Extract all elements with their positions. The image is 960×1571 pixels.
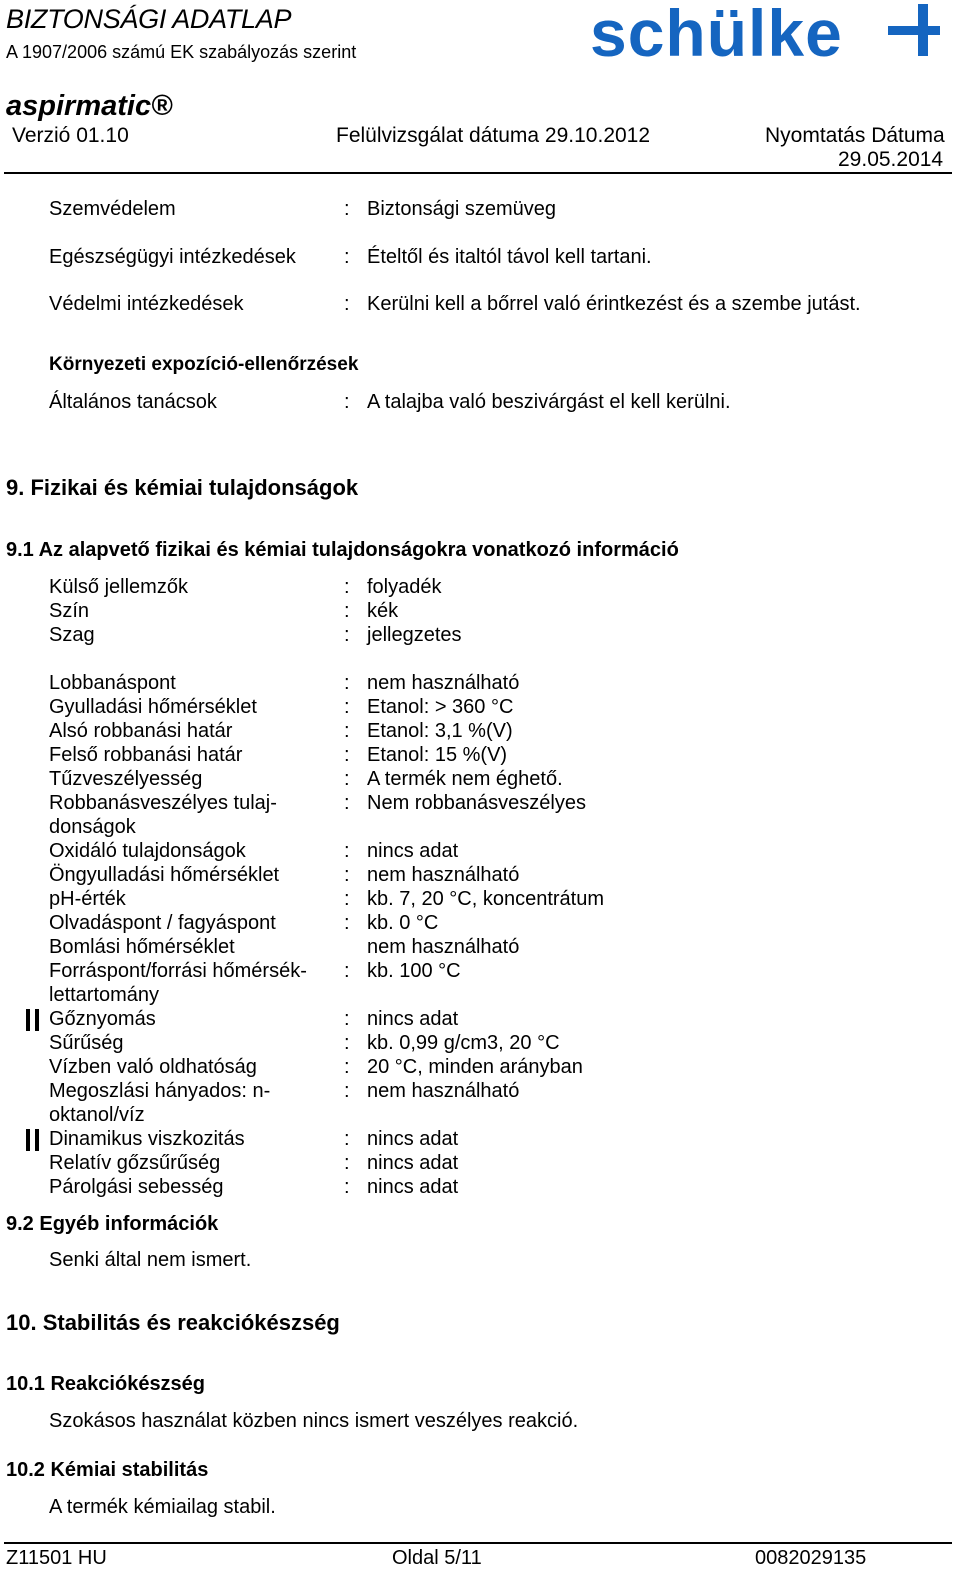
section-10-2-title: 10.2 Kémiai stabilitás (6, 1459, 209, 1481)
change-bar (26, 1009, 30, 1031)
prop-value: nincs adat (367, 840, 459, 862)
document-title: BIZTONSÁGI ADATLAP (6, 4, 292, 34)
prop-label: Robbanásveszélyes tulaj- (49, 792, 277, 814)
product-name: aspirmatic® (6, 90, 173, 122)
prop-value: jellegzetes (367, 624, 462, 646)
colon: : (344, 600, 350, 622)
prop-value: Etanol: > 360 °C (367, 696, 514, 718)
prop-value: Ételtől és italtól távol kell tartani. (367, 246, 652, 268)
prop-value: A talajba való beszivárgást el kell kerülni. (367, 391, 731, 413)
section-9-title: 9. Fizikai és kémiai tulajdonságok (6, 475, 359, 500)
prop-label: Lobbanáspont (49, 672, 176, 694)
colon: : (344, 1008, 350, 1030)
schulke-logo (588, 0, 953, 66)
colon: : (344, 576, 350, 598)
print-date: 29.05.2014 (838, 148, 944, 171)
prop-value: Etanol: 3,1 %(V) (367, 720, 513, 742)
prop-value: Etanol: 15 %(V) (367, 744, 508, 766)
colon: : (344, 960, 350, 982)
prop-value: folyadék (367, 576, 442, 598)
change-bar (35, 1129, 39, 1151)
prop-label: Szag (49, 624, 95, 646)
prop-label: Külső jellemzők (49, 576, 188, 598)
prop-value: kb. 7, 20 °C, koncentrátum (367, 888, 605, 910)
section-10-1-title: 10.1 Reakciókészség (6, 1373, 206, 1395)
prop-label: Általános tanácsok (49, 391, 217, 413)
colon: : (344, 792, 350, 814)
prop-value: Nem robbanásveszélyes (367, 792, 586, 814)
colon: : (344, 198, 350, 220)
prop-label: Oxidáló tulajdonságok (49, 840, 246, 862)
prop-label-cont: donságok (49, 816, 136, 838)
section-9-1-title: 9.1 Az alapvető fizikai és kémiai tulajdonságokra vonatkozó információ (6, 539, 679, 561)
prop-label: Gőznyomás (49, 1008, 156, 1030)
prop-label: Bomlási hőmérséklet (49, 936, 235, 958)
prop-label: Tűzveszélyesség (49, 768, 203, 790)
prop-value: kb. 0 °C (367, 912, 439, 934)
colon: : (344, 624, 350, 646)
colon: : (344, 391, 350, 413)
version: Verzió 01.10 (12, 124, 129, 147)
prop-label: Alsó robbanási határ (49, 720, 233, 742)
prop-value: nem használható (367, 864, 520, 886)
colon: : (344, 840, 350, 862)
prop-value: kék (367, 600, 399, 622)
prop-label: Megoszlási hányados: n- (49, 1080, 271, 1102)
prop-label: Sűrűség (49, 1032, 124, 1054)
colon: : (344, 720, 350, 742)
colon: : (344, 1152, 350, 1174)
prop-label: Vízben való oldhatóság (49, 1056, 257, 1078)
reactivity-text: Szokásos használat közben nincs ismert veszélyes reakció. (49, 1410, 579, 1432)
print-date-label: Nyomtatás Dátuma (765, 124, 945, 147)
section-9-2-title: 9.2 Egyéb információk (6, 1213, 219, 1235)
prop-value: nem használható (367, 672, 520, 694)
colon: : (344, 1056, 350, 1078)
colon: : (344, 768, 350, 790)
footer-number: 0082029135 (755, 1547, 867, 1569)
colon: : (344, 744, 350, 766)
footer-rule (4, 1542, 952, 1544)
prop-value: kb. 0,99 g/cm3, 20 °C (367, 1032, 560, 1054)
colon: : (344, 1032, 350, 1054)
colon: : (344, 696, 350, 718)
colon: : (344, 672, 350, 694)
logo-text: schülke (590, 0, 843, 66)
header-rule (4, 172, 952, 174)
prop-label: Védelmi intézkedések (49, 293, 244, 315)
prop-value: nincs adat (367, 1128, 459, 1150)
prop-value: A termék nem éghető. (367, 768, 563, 790)
change-bar (26, 1129, 30, 1151)
footer-code: Z11501 HU (6, 1547, 107, 1569)
prop-value: Biztonsági szemüveg (367, 198, 556, 220)
prop-label: Forráspont/forrási hőmérsék- (49, 960, 307, 982)
prop-label-cont: oktanol/víz (49, 1104, 145, 1126)
prop-label: Egészségügyi intézkedések (49, 246, 296, 268)
regulation-note: A 1907/2006 számú EK szabályozás szerint (6, 42, 357, 62)
prop-label: Szemvédelem (49, 198, 176, 220)
other-info: Senki által nem ismert. (49, 1249, 252, 1271)
prop-value: 20 °C, minden arányban (367, 1056, 583, 1078)
colon: : (344, 293, 350, 315)
prop-label-cont: lettartomány (49, 984, 160, 1006)
colon: : (344, 864, 350, 886)
prop-label: Felső robbanási határ (49, 744, 243, 766)
colon: : (344, 912, 350, 934)
prop-value: nincs adat (367, 1152, 459, 1174)
colon: : (344, 246, 350, 268)
prop-value: nem használható (367, 936, 520, 958)
env-heading: Környezeti expozíció-ellenőrzések (49, 354, 359, 375)
prop-label: pH-érték (49, 888, 126, 910)
prop-label: Párolgási sebesség (49, 1176, 224, 1198)
prop-value: nem használható (367, 1080, 520, 1102)
review-date: Felülvizsgálat dátuma 29.10.2012 (336, 124, 651, 147)
colon: : (344, 1128, 350, 1150)
colon: : (344, 1176, 350, 1198)
prop-label: Relatív gőzsűrűség (49, 1152, 221, 1174)
colon: : (344, 888, 350, 910)
prop-value: kb. 100 °C (367, 960, 461, 982)
prop-label: Olvadáspont / fagyáspont (49, 912, 276, 934)
change-bar (35, 1009, 39, 1031)
prop-label: Gyulladási hőmérséklet (49, 696, 257, 718)
prop-label: Szín (49, 600, 90, 622)
colon: : (344, 1080, 350, 1102)
footer-page: Oldal 5/11 (392, 1547, 482, 1569)
prop-label: Öngyulladási hőmérséklet (49, 864, 280, 886)
stability-text: A termék kémiailag stabil. (49, 1496, 276, 1518)
section-10-title: 10. Stabilitás és reakciókészség (6, 1310, 340, 1335)
prop-value: nincs adat (367, 1176, 459, 1198)
prop-label: Dinamikus viszkozitás (49, 1128, 245, 1150)
prop-value: nincs adat (367, 1008, 459, 1030)
prop-value: Kerülni kell a bőrrel való érintkezést és a szembe jutást. (367, 293, 861, 315)
